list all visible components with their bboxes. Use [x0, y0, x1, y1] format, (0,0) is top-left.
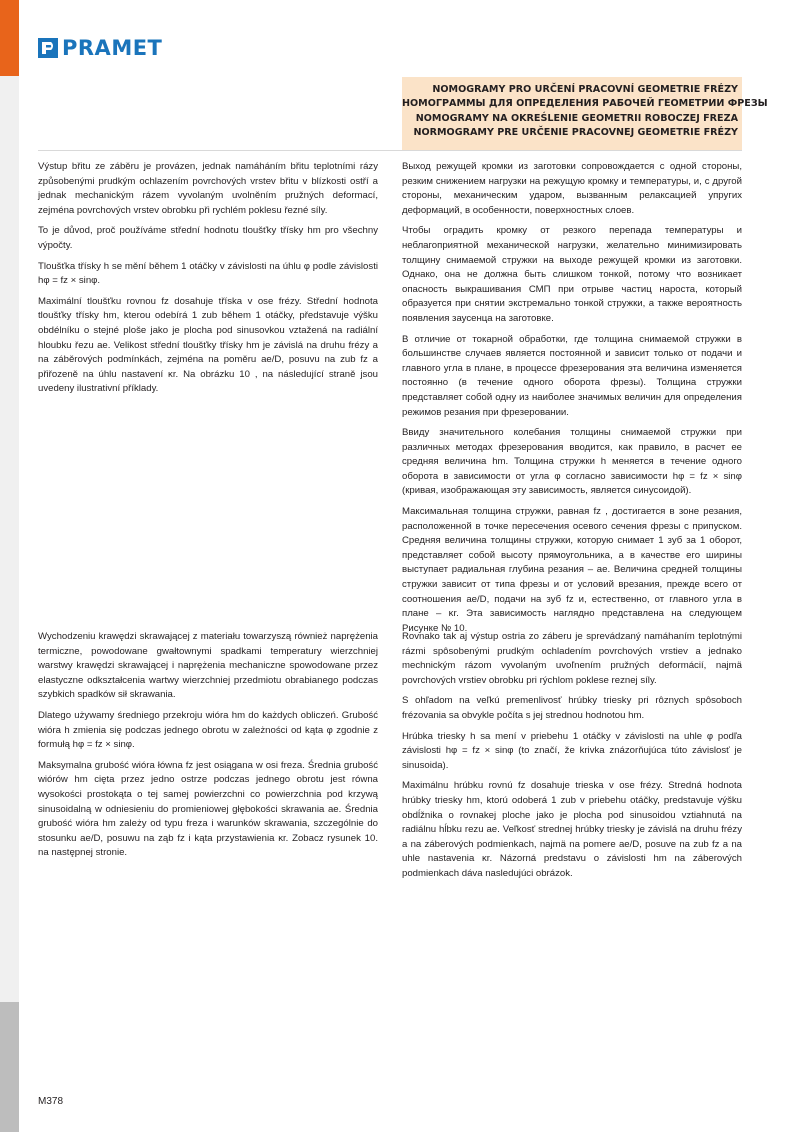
pramet-logo-icon: [38, 38, 58, 58]
paragraph: Tloušťka třísky h se mění během 1 otáčky v závislosti na úhlu φ podle závislosti hφ = fz × sinφ.: [38, 260, 378, 287]
title-ru: НОМОГРАММЫ ДЛЯ ОПРЕДЕЛЕНИЯ РАБОЧЕЙ ГЕОМЕТРИИ ФРЕЗЫ: [402, 98, 768, 110]
side-tab-accent: [0, 0, 19, 76]
page-title-box: [402, 77, 768, 150]
title-divider: [38, 150, 742, 151]
column-czech: [38, 160, 378, 403]
paragraph: Maximálnu hrúbku rovnú fz dosahuje trieska v ose frézy. Stredná hodnota hrúbky triesky hm, ktorú odoberá 1 zub v priebehu otáčky, predstavuje výšku obdĺžnika o rovnakej ploche jako je plocha pod sinusoidou vztiahnutá na radiálnu hĺbku rezu ae. Veľkosť strednej hrúbky triesky je závislá na druhu frézy a na záberových podmienkach, najmä na pomere ae/D, posuve na zub fz a na uhle nastavenia κr. Názorná predstavu o závislosti hm na záberových podmienkach dáva nasledujúci obrázok.: [402, 780, 742, 879]
paragraph: Dlatego używamy średniego przekroju wióra hm do każdych obliczeń. Grubość wióra h zmienia się podczas jednego obrotu w zależności od kąta φ zgodnie z formułą hφ = fz × sinφ.: [38, 709, 378, 751]
paragraph: Výstup břitu ze záběru je provázen, jednak namáháním břitu teplotními rázy způsobenými prudkým ochlazením povrchových vrstev břitu v blízkosti ostří a jednak mechanickým rázem vyvolaným uvolněním pružných deformací, zejména povrchových vrstev obrobku při rychlém poklesu řezné síly.: [38, 161, 378, 216]
paragraph: Wychodzeniu krawędzi skrawającej z materiału towarzyszą również naprężenia termiczne, powodowane gwałtownymi spadkami temperatury wierzchniej warstwy krawędzi skrawającej i naprężenia mechaniczne spowodowane przez elastyczne odkształcenia wartwy wierzchniej przedmiotu obrabianego podczas szybkich spadków sił skrawania.: [38, 631, 378, 701]
paragraph: Ввиду значительного колебания толщины снимаемой стружки при различных методах фрезерования вводится, как правило, в расчет ее средняя величина hm. Толщина стружки h меняется в течение одного оборота в зависимости от угла φ согласно зависимости hφ = fz × sinφ (кривая, изображающая эту зависимость, является синусоидой).: [402, 427, 742, 497]
paragraph: Чтобы оградить кромку от резкого перепада температуры и неблагоприятной механической нагрузки, желательно минимизировать толщину снимаемой стружки на выходе режущей кромки из заготовки. Однако, она не должна быть слишком тонкой, потому что возникает опасность выкрашивания СМП при отрыве частиц нароста, который образуется при снятии экстремально тонкой стружки, а также вероятность появления заусенца на заготовке.: [402, 225, 742, 324]
paragraph: Hrúbka triesky h sa mení v priebehu 1 otáčky v závislosti na uhle φ podľa závislosti hφ = fz × sinφ (to značí, že krivka znázorňujúca túto závislosť je sinusoida).: [402, 730, 742, 771]
column-polish: [38, 630, 378, 867]
logo-text: PRAMET: [62, 36, 163, 60]
pramet-logo: [38, 36, 162, 60]
paragraph: Maximální tloušťku rovnou fz dosahuje tříska v ose frézy. Střední hodnota tloušťky třísky hm, kterou odebírá 1 zub během 1 otáčky, představuje výšku obdélníku o stejné ploše jako je plocha pod sinusovkou vztažená na radiální hloubku řezu ae. Velikost střední tloušťky třísky hm je závislá na druhu frézy a na záběrových podmínkách, zejména na poměru ae/D, posuvu na zub fz a přiřozeně na úhlu nastavení κr. Na obrázku 10 , na následující straně jsou uvedeny ilustrativní příklady.: [38, 295, 378, 395]
column-russian: [402, 160, 742, 642]
title-pl: NOMOGRAMY NA OKREŚLENIE GEOMETRII ROBOCZEJ FREZA: [415, 112, 738, 124]
page-number: M378: [38, 1096, 64, 1107]
paragraph: To je důvod, proč používáme střední hodnotu tloušťky třísky hm pro všechny výpočty.: [38, 225, 378, 251]
paragraph: В отличие от токарной обработки, где толщина снимаемой стружки в большинстве случаев является постоянной и зависит только от подачи и главного угла в плане, в процессе фрезерования эта величина изменяется постоянно (в течение одного оборота фрезы). Толщина стружки представляет собой одну из наиболее значимых величин для определения режимов резания при фрезеровании.: [402, 333, 742, 418]
paragraph: Выход режущей кромки из заготовки сопровождается с одной стороны, резким снижением нагрузки на режущую кромку и температуры, и, с другой стороны, механическим ударом, вызванным релаксацией упругих деформаций, в особенности, поверхностных слоев.: [402, 161, 742, 216]
side-strip: [0, 0, 19, 1132]
column-slovak: [402, 630, 742, 888]
paragraph: S ohľadom na veľkú premenlivosť hrúbky triesky pri rôznych spôsoboch frézovania sa obvykle počíta s jej strednou hodnotou hm.: [402, 695, 742, 721]
title-cz: NOMOGRAMY PRO URČENÍ PRACOVNÍ GEOMETRIE FRÉZY: [432, 84, 738, 95]
paragraph: Maksymalna grubość wióra łówna fz jest osiągana w osi freza. Średnia grubość wiórów hm cięta przez jedno ostrze podczas jednego obrotu jest równa wysokości prostokąta o tej samej powierzchni co powierzchnia pod krzywą sinusoidalną w odniesieniu do promieniowej głębokości skrawania ae. Średnia grubość wióra hm zależy od typu freza i warunków skrawania, szczególnie do stosunku ae/D, posuwu na ząb fz i kąta przystawienia κr. Zobacz rysunek 10. na następnej stronie.: [38, 759, 378, 859]
title-sk: NORMOGRAMY PRE URČENIE PRACOVNEJ GEOMETRIE FRÉZY: [413, 127, 738, 139]
paragraph: Максимальная толщина стружки, равная fz , достигается в зоне резания, расположенной в точке пересечения осевого сечения фрезы с припуском. Средняя величина толщины стружки, которую снимает 1 зуб за 1 оборот, представляет собой высоту прямоугольника, а в качестве его ширины выступает радиальная глубина резания – ae. Величина средней толщины стружки зависит от типа фрезы и от условий врезания, прежде всего от соотношения ae/D, подачи на зуб fz и, естественно, от главного угла в плане – κr. Эта зависимость наглядно представлена на следующем Рисунке № 10.: [402, 506, 742, 634]
paragraph: Rovnako tak aj výstup ostria zo záberu je sprevádzaný namáhaním teplotnými rázmi spôsobenými prudkým ochladením povrchových vrstiev a jednako mechnickým rázom vyvolaným uvoľnením pružných deformácií, najmä povrchových vrstiev obrobku pri rýchlom poklese reznej síly.: [402, 631, 742, 686]
side-tab-bottom: [0, 1002, 19, 1132]
